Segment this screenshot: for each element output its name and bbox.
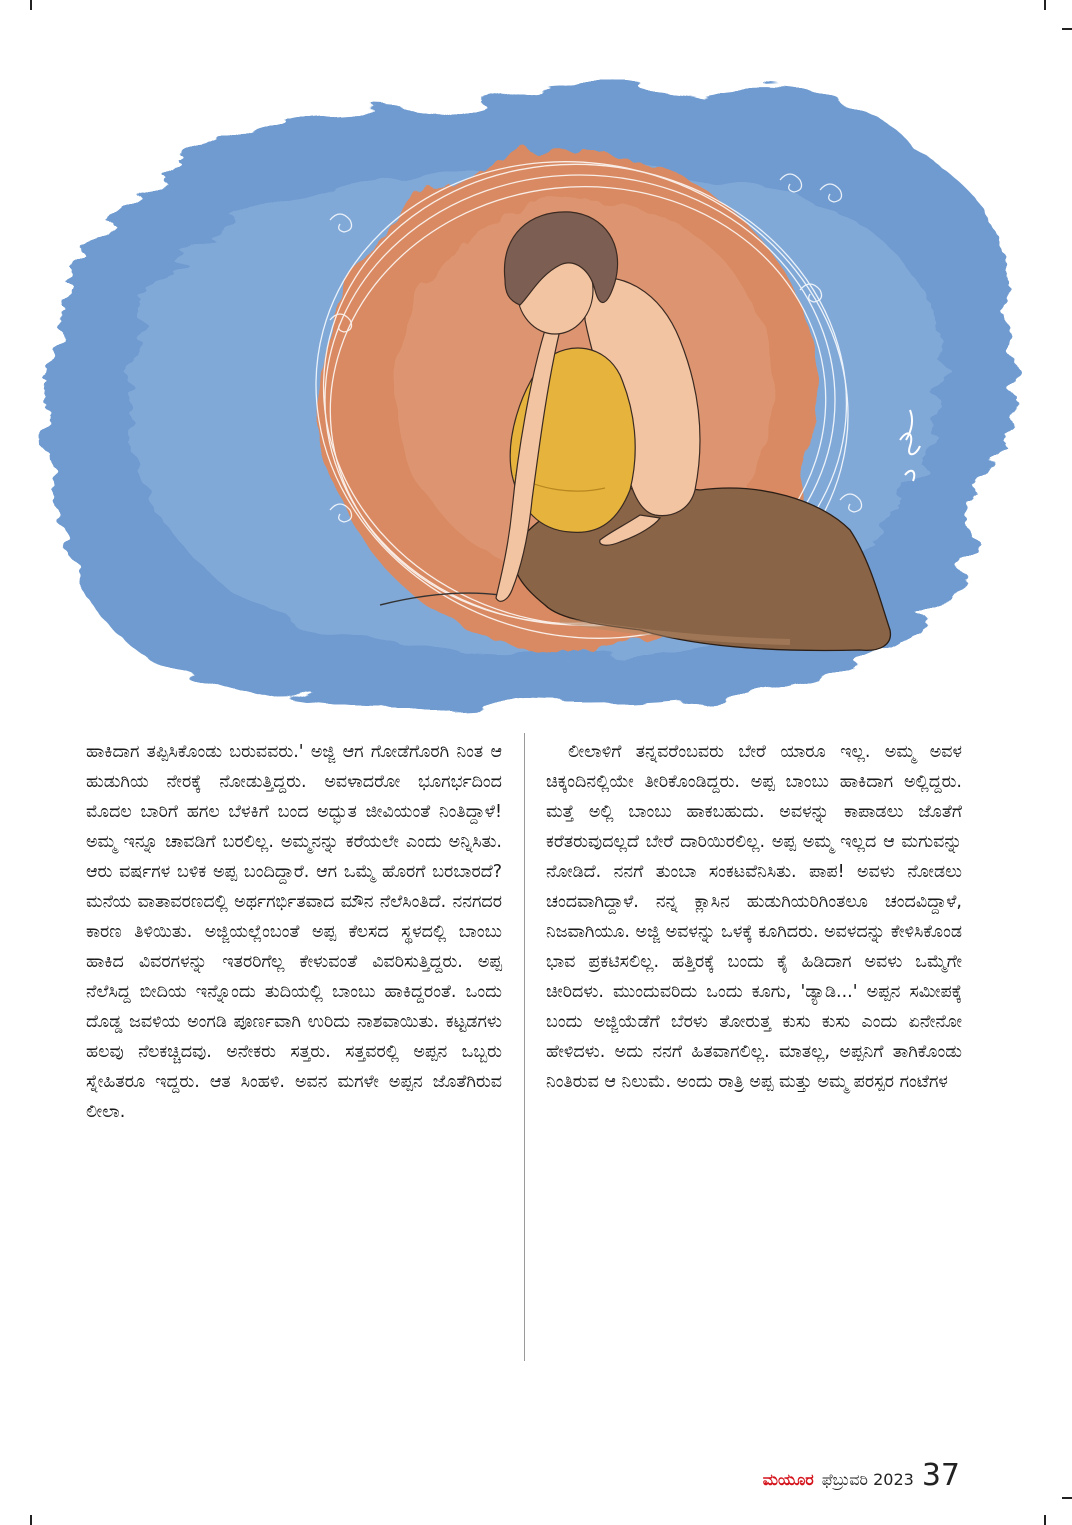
crop-mark-bottom-right xyxy=(1044,1515,1046,1525)
article-column-left xyxy=(86,737,502,1127)
crop-mark-top-left xyxy=(30,0,32,10)
issue-date: ಫೆಬ್ರುವರಿ 2023 xyxy=(821,1470,914,1489)
column-right-text: ಲೀಲಾಳಿಗೆ ತನ್ನವರೆಂಬವರು ಬೇರೆ ಯಾರೂ ಇಲ್ಲ. ಅಮ್ಮ ಅವಳ ಚಿಕ್ಕಂದಿನಲ್ಲಿಯೇ ತೀರಿಕೊಂಡಿದ್ದರು. ಅಪ್ಪ ಬಾಂಬು ಹಾಕಿದಾಗ ಅಲ್ಲಿದ್ದರು. ಮತ್ತೆ ಅಲ್ಲಿ ಬಾಂಬು ಹಾಕಬಹುದು. ಅವಳನ್ನು ಕಾಪಾಡಲು ಜೊತೆಗೆ ಕರೆತರುವುದಲ್ಲದೆ ಬೇರೆ ದಾರಿಯಿರಲಿಲ್ಲ. ಅಪ್ಪ ಅಮ್ಮ ಇಲ್ಲದ ಆ ಮಗುವನ್ನು ನೋಡಿದೆ. ನನಗೆ ತುಂಬಾ ಸಂಕಟವೆನಿಸಿತು. ಪಾಪ! ಅವಳು ನೋಡಲು ಚಂದವಾಗಿದ್ದಾಳೆ. ನನ್ನ ಕ್ಲಾಸಿನ ಹುಡುಗಿಯರಿಗಿಂತಲೂ ಚಂದವಿದ್ದಾಳೆ, ನಿಜವಾಗಿಯೂ. ಅಜ್ಜಿ ಅವಳನ್ನು ಒಳಕ್ಕೆ ಕೂಗಿದರು. ಅವಳದನ್ನು ಕೇಳಿಸಿಕೊಂಡ ಭಾವ ಪ್ರಕಟಿಸಲಿಲ್ಲ. ಹತ್ತಿರಕ್ಕೆ ಬಂದು ಕೈ ಹಿಡಿದಾಗ ಅವಳು ಒಮ್ಮೆಗೇ ಚೀರಿದಳು. ಮುಂದುವರಿದು ಒಂದು ಕೂಗು, 'ಡ್ಯಾಡಿ...' ಅಪ್ಪನ ಸಮೀಪಕ್ಕೆ ಬಂದು ಅಜ್ಜಿಯೆಡೆಗೆ ಬೆರಳು ತೋರುತ್ತ ಕುಸು ಕುಸು ಎಂದು ಏನೇನೋ ಹೇಳಿದಳು. ಅದು ನನಗೆ ಹಿತವಾಗಲಿಲ್ಲ. ಮಾತಲ್ಲ, ಅಪ್ಪನಿಗೆ ತಾಗಿಕೊಂಡು ನಿಂತಿರುವ ಆ ನಿಲುಮೆ. ಅಂದು ರಾತ್ರಿ ಅಪ್ಪ ಮತ್ತು ಅಮ್ಮ ಪರಸ್ಪರ ಗಂಟೆಗಳ xyxy=(546,742,962,1092)
crop-mark-right-lower xyxy=(1062,1497,1072,1499)
page-footer xyxy=(763,1458,960,1493)
crop-mark-top-right xyxy=(1044,0,1046,10)
column-left-text: ಹಾಕಿದಾಗ ತಪ್ಪಿಸಿಕೊಂಡು ಬರುವವರು.' ಅಜ್ಜಿ ಆಗ ಗೋಡೆಗೊರಗಿ ನಿಂತ ಆ ಹುಡುಗಿಯ ನೇರಕ್ಕೆ ನೋಡುತ್ತಿದ್ದರು. ಅವಳಾದರೋ ಭೂಗರ್ಭದಿಂದ ಮೊದಲ ಬಾರಿಗೆ ಹಗಲ ಬೆಳಕಿಗೆ ಬಂದ ಅದ್ಭುತ ಜೀವಿಯಂತೆ ನಿಂತಿದ್ದಾಳೆ! ಅಮ್ಮ ಇನ್ನೂ ಚಾವಡಿಗೆ ಬರಲಿಲ್ಲ. ಅಮ್ಮನನ್ನು ಕರೆಯಲೇ ಎಂದು ಅನ್ನಿಸಿತು. ಆರು ವರ್ಷಗಳ ಬಳಿಕ ಅಪ್ಪ ಬಂದಿದ್ದಾರೆ. ಆಗ ಒಮ್ಮೆ ಹೊರಗೆ ಬರಬಾರದೆ? ಮನೆಯ ವಾತಾವರಣದಲ್ಲಿ ಅರ್ಥಗರ್ಭಿತವಾದ ಮೌನ ನೆಲೆಸಿಂತಿದೆ. ನನಗದರ ಕಾರಣ ತಿಳಿಯಿತು. ಅಜ್ಜಿಯಲ್ಲೆಂಬಂತೆ ಅಪ್ಪ ಕೆಲಸದ ಸ್ಥಳದಲ್ಲಿ ಬಾಂಬು ಹಾಕಿದ ವಿವರಗಳನ್ನು ಇತರರಿಗೆಲ್ಲ ಕೇಳುವಂತೆ ವಿವರಿಸುತ್ತಿದ್ದರು. ಅಪ್ಪ ನೆಲೆಸಿದ್ದ ಬೀದಿಯ ಇನ್ನೊಂದು ತುದಿಯಲ್ಲಿ ಬಾಂಬು ಹಾಕಿದ್ದರಂತೆ. ಒಂದು ದೊಡ್ಡ ಜವಳಿಯ ಅಂಗಡಿ ಪೂರ್ಣವಾಗಿ ಉರಿದು ನಾಶವಾಯಿತು. ಕಟ್ಟಡಗಳು ಹಲವು ನೆಲಕಚ್ಚಿದವು. ಅನೇಕರು ಸತ್ತರು. ಸತ್ತವರಲ್ಲಿ ಅಪ್ಪನ ಒಬ್ಬರು ಸ್ನೇಹಿತರೂ ಇದ್ದರು. ಆತ ಸಿಂಹಳಿ. ಅವನ ಮಗಳೇ ಅಪ್ಪನ ಜೊತೆಗಿರುವ ಲೀಲಾ. xyxy=(86,742,502,1122)
column-divider xyxy=(524,733,525,1361)
article-column-right xyxy=(546,737,962,1097)
page-number: 37 xyxy=(921,1458,960,1493)
crop-mark-bottom-left xyxy=(30,1515,32,1525)
magazine-brand: ಮಯೂರ xyxy=(762,1470,814,1489)
story-illustration xyxy=(0,20,1072,720)
